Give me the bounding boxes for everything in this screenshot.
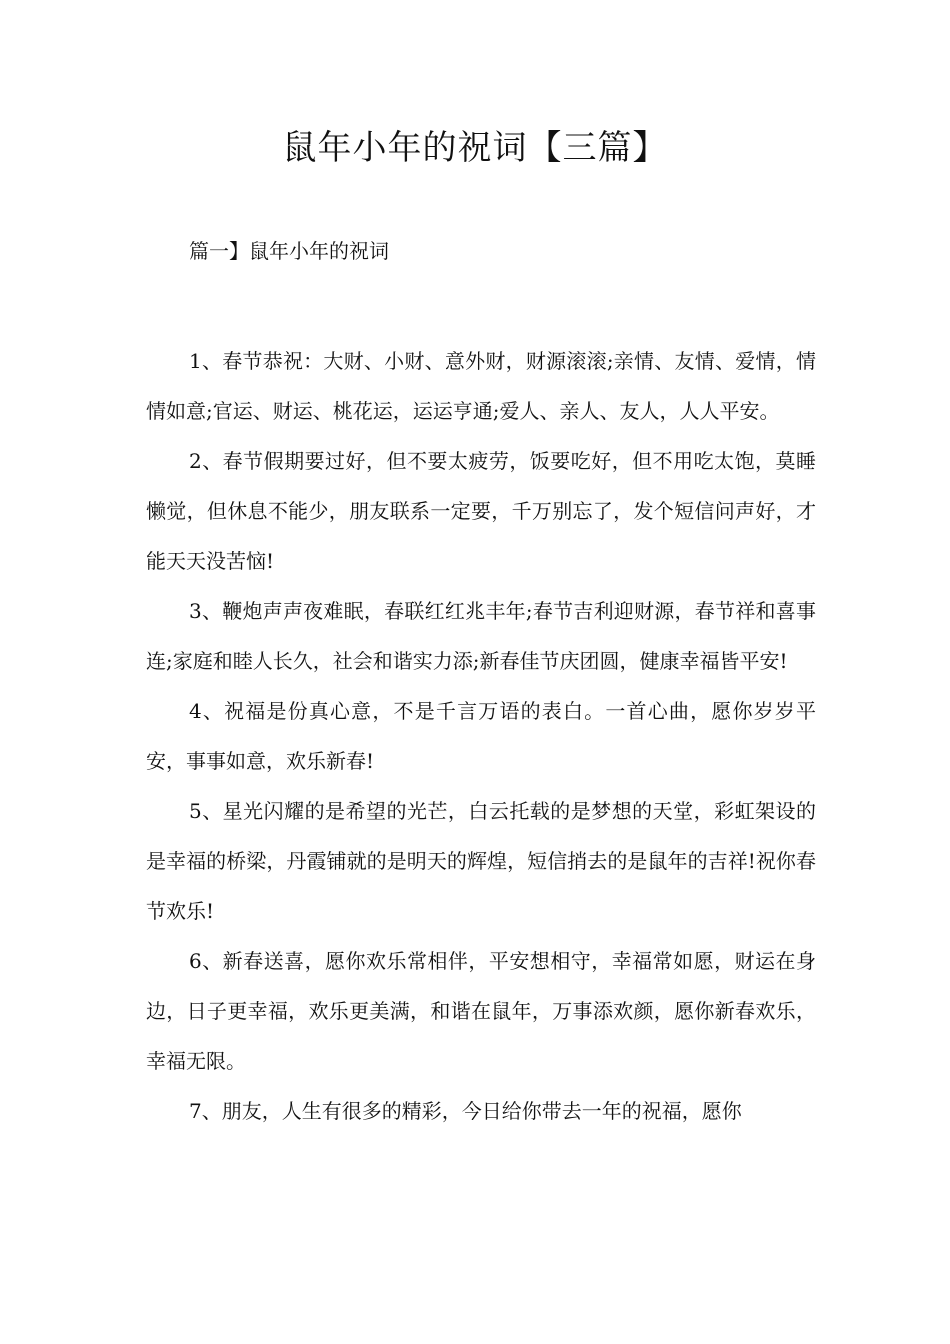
paragraph: 5、星光闪耀的是希望的光芒，白云托载的是梦想的天堂，彩虹架设的是幸福的桥梁，丹霞铺就的是明天的辉煌，短信捎去的是鼠年的吉祥!祝你春节欢乐! [146, 799, 816, 923]
document-body [146, 336, 816, 1136]
paragraph: 7、朋友，人生有很多的精彩，今日给你带去一年的祝福，愿你 [189, 1099, 742, 1123]
paragraph: 4、祝福是份真心意，不是千言万语的表白。一首心曲，愿你岁岁平安，事事如意，欢乐新春! [146, 699, 816, 773]
paragraph: 3、鞭炮声声夜难眠，春联红红兆丰年;春节吉利迎财源，春节祥和喜事连;家庭和睦人长久，社会和谐实力添;新春佳节庆团圆，健康幸福皆平安! [146, 599, 816, 673]
section-heading: 篇一】鼠年小年的祝词 [189, 239, 389, 263]
paragraph: 6、新春送喜，愿你欢乐常相伴，平安想相守，幸福常如愿，财运在身边，日子更幸福，欢乐更美满，和谐在鼠年，万事添欢颜，愿你新春欢乐，幸福无限。 [146, 949, 816, 1073]
document-title: 鼠年小年的祝词【三篇】 [282, 128, 668, 168]
paragraph: 2、春节假期要过好，但不要太疲劳，饭要吃好，但不用吃太饱，莫睡懒觉，但休息不能少，朋友联系一定要，千万别忘了，发个短信问声好，才能天天没苦恼! [146, 449, 816, 573]
paragraph: 1、春节恭祝：大财、小财、意外财，财源滚滚;亲情、友情、爱情，情情如意;官运、财运、桃花运，运运亨通;爱人、亲人、友人，人人平安。 [146, 349, 816, 423]
